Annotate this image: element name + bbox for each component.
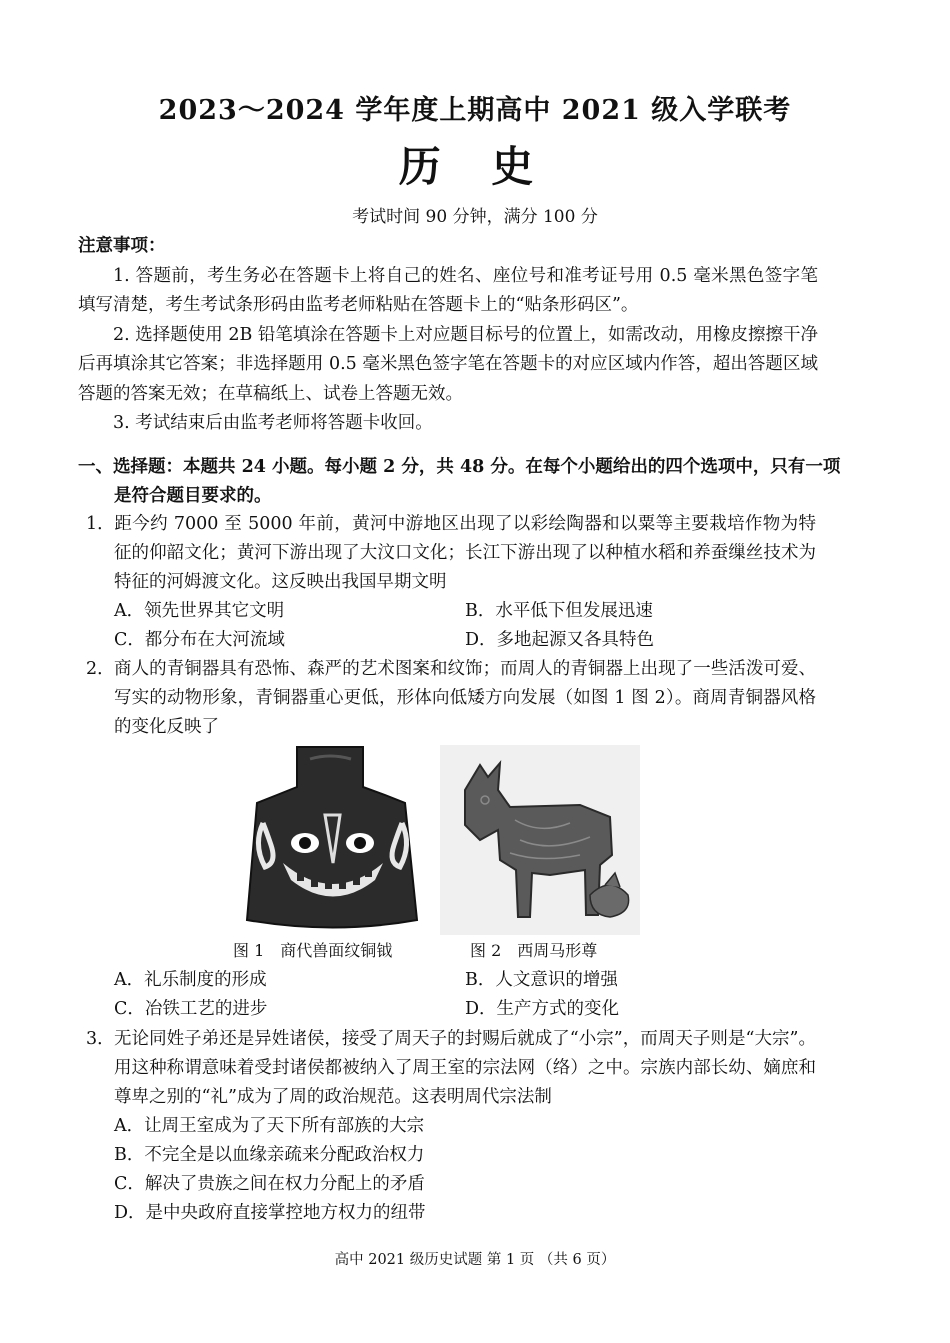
- note-item: 2. 选择题使用 2B 铅笔填涂在答题卡上对应题目标号的位置上，如需改动，用橡皮擦擦干净后再填涂其它答案；非选择题用 0.5 毫米黑色签字笔在答题卡的对应区域内作答，超出答题区域答题的答案无效；在草稿纸上、试卷上答题无效。: [78, 324, 818, 404]
- question-number: 3．: [86, 1029, 115, 1049]
- option-d[interactable]: D．生产方式的变化: [465, 999, 620, 1019]
- options: [86, 1112, 816, 1228]
- option-d[interactable]: D．多地起源又各具特色: [465, 630, 655, 650]
- question-stem: [86, 510, 816, 597]
- figure-1-caption: 图 1 商代兽面纹铜钺: [233, 941, 393, 960]
- note-item: 3. 考试结束后由监考老师将答题卡收回。: [113, 413, 433, 433]
- option-a[interactable]: A．礼乐制度的形成: [114, 970, 267, 990]
- question-number: 1．: [86, 514, 115, 534]
- figure-2-caption: 图 2 西周马形尊: [470, 941, 598, 960]
- option-d[interactable]: D．是中央政府直接掌控地方权力的纽带: [114, 1203, 426, 1223]
- question-stem: [86, 655, 816, 742]
- question-text: 无论同姓子弟还是异姓诸侯，接受了周天子的封赐后就成了“小宗”，而周天子则是“大宗”。用这种称谓意味着受封诸侯都被纳入了周王室的宗法网（络）之中。宗族内部长幼、嫡庶和尊卑之别的“礼”成为了周的政治规范。这表明周代宗法制: [114, 1029, 816, 1107]
- question-3: [86, 1025, 816, 1228]
- question-stem: [86, 1025, 816, 1112]
- page-footer: 高中 2021 级历史试题 第 1 页 （共 6 页）: [334, 1252, 616, 1268]
- question-text: 距今约 7000 至 5000 年前，黄河中游地区出现了以彩绘陶器和以粟等主要栽培作物为特征的仰韶文化；黄河下游出现了大汶口文化；长江下游出现了以种植水稻和养蚕缫丝技术为特征的河姆渡文化。这反映出我国早期文明: [114, 514, 816, 592]
- question-number: 2．: [86, 659, 115, 679]
- option-b[interactable]: B．人文意识的增强: [465, 970, 618, 990]
- question-1: [86, 510, 816, 655]
- option-c[interactable]: C．都分布在大河流域: [114, 630, 285, 650]
- option-a[interactable]: A．让周王室成为了天下所有部族的大宗: [114, 1116, 425, 1136]
- question-text: 商人的青铜器具有恐怖、森严的艺术图案和纹饰；而周人的青铜器上出现了一些活泼可爱、写实的动物形象，青铜器重心更低，形体向低矮方向发展（如图 1 图 2）。商周青铜器风格的变化反映了: [114, 659, 816, 737]
- subject-title: 历 史: [398, 142, 552, 191]
- option-b[interactable]: B．不完全是以血缘亲疏来分配政治权力: [114, 1145, 425, 1165]
- section-heading: 一、选择题：本题共 24 小题。每小题 2 分，共 48 分。在每个小题给出的四个选项中，只有一项是符合题目要求的。: [78, 457, 841, 506]
- option-b[interactable]: B．水平低下但发展迅速: [465, 601, 653, 621]
- question-2: [86, 655, 816, 742]
- exam-title: 2023～2024 学年度上期高中 2021 级入学联考: [158, 95, 792, 126]
- bronze-horse-image: [440, 745, 640, 935]
- note-item: 1. 答题前，考生务必在答题卡上将自己的姓名、座位号和准考证号用 0.5 毫米黑色签字笔填写清楚，考生考试条形码由监考老师粘贴在答题卡上的“贴条形码区”。: [78, 265, 818, 315]
- question-2-options: [86, 966, 816, 1024]
- options: [86, 597, 816, 655]
- option-c[interactable]: C．冶铁工艺的进步: [114, 999, 268, 1019]
- notes-heading: 注意事项：: [78, 236, 166, 256]
- figures: [235, 745, 635, 970]
- option-c[interactable]: C．解决了贵族之间在权力分配上的矛盾: [114, 1174, 425, 1194]
- exam-time-info: 考试时间 90 分钟，满分 100 分: [352, 207, 598, 227]
- notes-block: [78, 232, 818, 439]
- bronze-axe-image: [235, 745, 430, 930]
- options: [86, 966, 816, 1024]
- option-a[interactable]: A．领先世界其它文明: [114, 601, 285, 621]
